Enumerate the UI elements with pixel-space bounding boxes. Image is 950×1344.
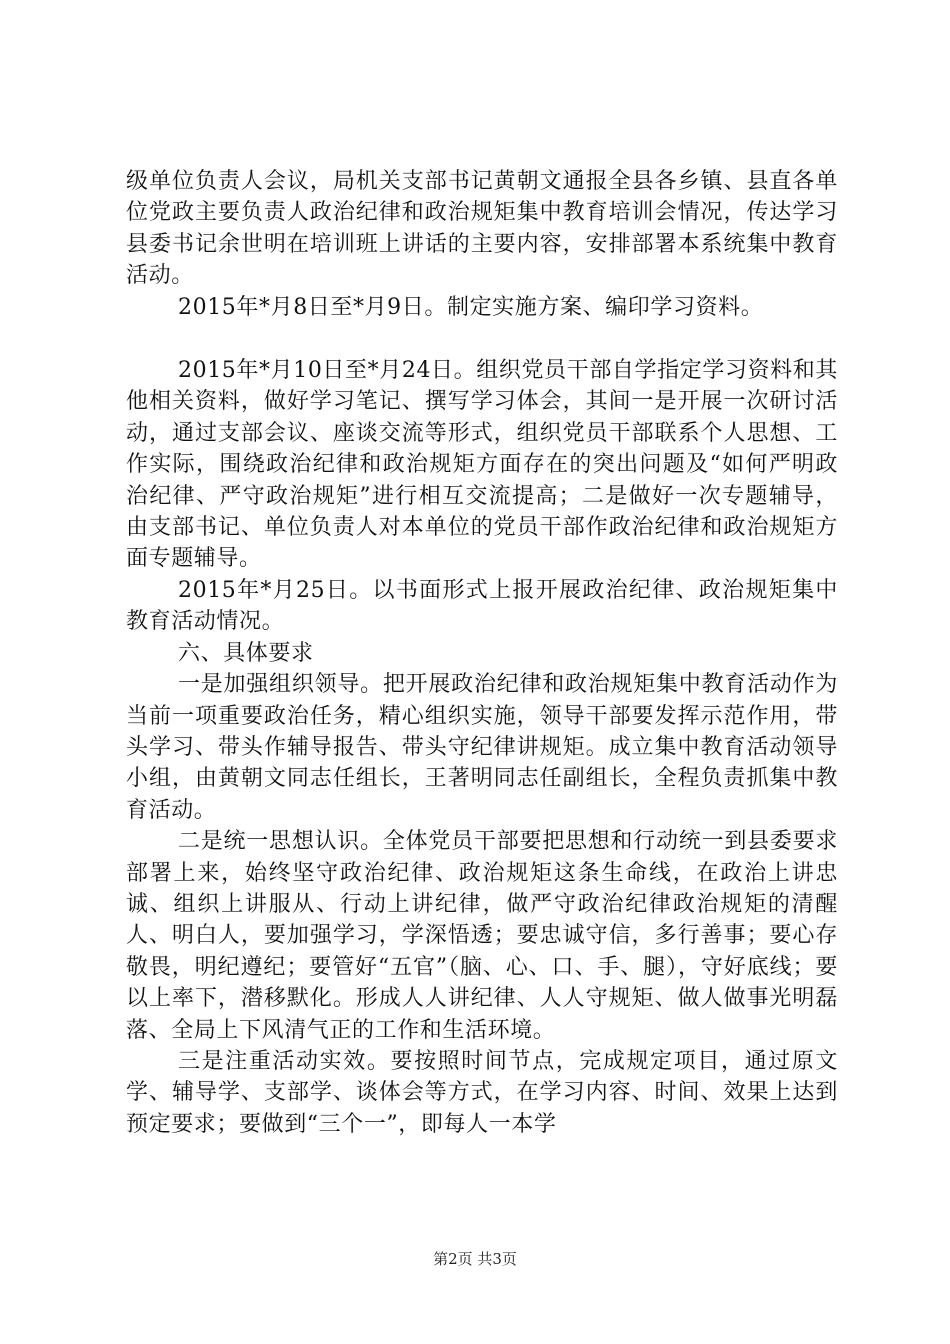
document-body <box>126 166 838 1140</box>
section-heading-requirements: 六、具体要求 <box>178 640 314 666</box>
paragraph-continuation: 级单位负责人会议，局机关支部书记黄朝文通报全县各乡镇、县直各单位党政主要负责人政治纪律和政治规矩集中教育培训会情况，传达学习县委书记余世明在培训班上讲话的主要内容，安排部署本系统集中教育活动。 <box>126 169 838 289</box>
page-number-footer: 第2页 共3页 <box>433 1250 517 1268</box>
paragraph-requirement-2: 二是统一思想认识。全体党员干部要把思想和行动统一到县委要求部署上来，始终坚守政治纪律、政治规矩这条生命线，在政治上讲忠诚、组织上讲服从、行动上讲纪律，做严守政治纪律政治规矩的清醒人、明白人，要加强学习，学深悟透；要忠诚守信，多行善事；要心存敬畏，明纪遵纪；要管好“五官”（脑、心、口、手、腿），守好底线；要以上率下，潜移默化。形成人人讲纪律、人人守规矩、做人做事光明磊落、全局上下风清气正的工作和生活环境。 <box>126 829 838 1043</box>
paragraph-requirement-1: 一是加强组织领导。把开展政治纪律和政治规矩集中教育活动作为当前一项重要政治任务，精心组织实施，领导干部要发挥示范作用，带头学习、带头作辅导报告、带头守纪律讲规矩。成立集中教育活动领导小组，由黄朝文同志任组长，王著明同志任副组长，全程负责抓集中教育活动。 <box>126 672 838 823</box>
paragraph-schedule-3: 2015年*月25日。以书面形式上报开展政治纪律、政治规矩集中教育活动情况。 <box>126 577 838 635</box>
paragraph-requirement-3: 三是注重活动实效。要按照时间节点，完成规定项目，通过原文学、辅导学、支部学、谈体会等方式，在学习内容、时间、效果上达到预定要求；要做到“三个一”，即每人一本学 <box>126 1048 838 1137</box>
paragraph-schedule-1: 2015年*月8日至*月9日。制定实施方案、编印学习资料。 <box>178 294 764 320</box>
paragraph-schedule-2: 2015年*月10日至*月24日。组织党员干部自学指定学习资料和其他相关资料，做好学习笔记、撰写学习体会，其间一是开展一次研讨活动，通过支部会议、座谈交流等形式，组织党员干部联系个人思想、工作实际，围绕政治纪律和政治规矩方面存在的突出问题及“如何严明政治纪律、严守政治规矩”进行相互交流提高；二是做好一次专题辅导，由支部书记、单位负责人对本单位的党员干部作政治纪律和政治规矩方面专题辅导。 <box>126 358 838 572</box>
